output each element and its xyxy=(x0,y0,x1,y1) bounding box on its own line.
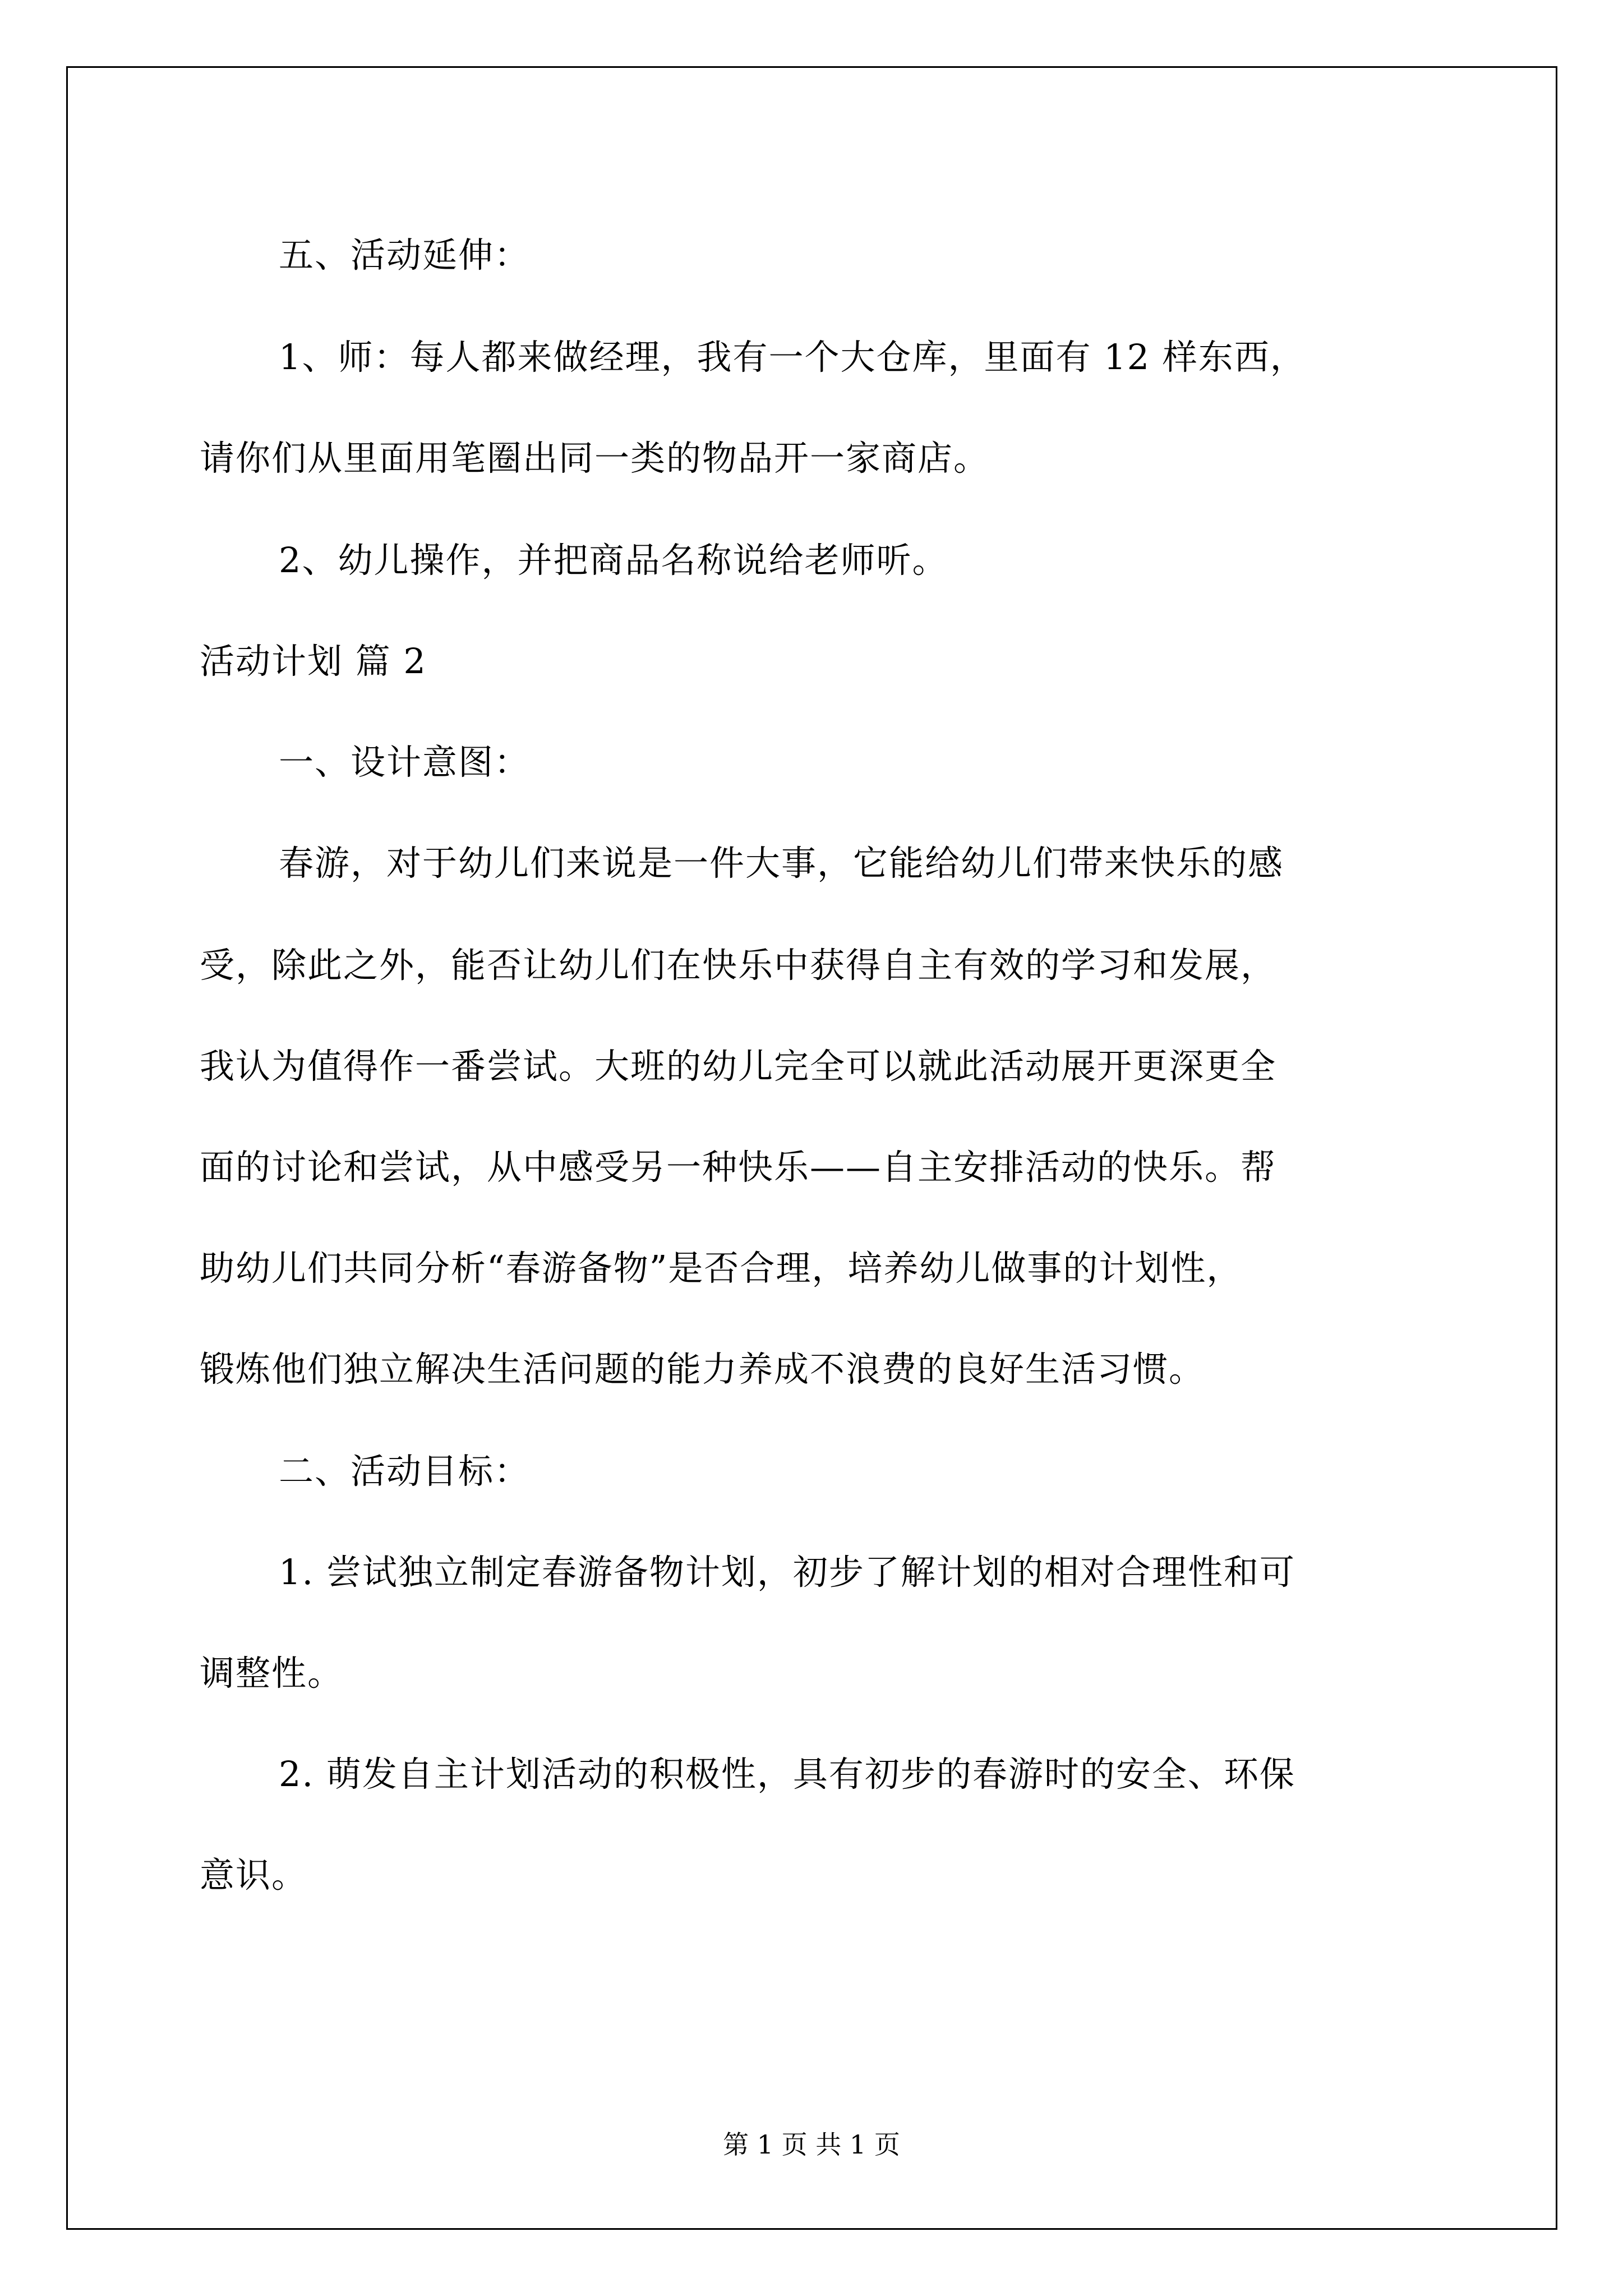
paragraph-line: 我认为值得作一番尝试。大班的幼儿完全可以就此活动展开更深更全 xyxy=(200,1046,1277,1087)
paragraph-line: 面的讨论和尝试，从中感受另一种快乐——自主安排活动的快乐。帮 xyxy=(200,1147,1277,1188)
section-heading-extension: 五、活动延伸： xyxy=(279,234,531,275)
paragraph-line: 1、师：每人都来做经理，我有一个大仓库，里面有 12 样东西， xyxy=(279,337,1306,378)
paragraph-line: 受，除此之外，能否让幼儿们在快乐中获得自主有效的学习和发展， xyxy=(200,945,1277,986)
paragraph-line: 意识。 xyxy=(200,1855,308,1895)
page-footer: 第 1 页 共 1 页 xyxy=(723,2129,900,2160)
paragraph-line: 2、幼儿操作，并把商品名称说给老师听。 xyxy=(279,540,948,581)
section-heading-design-intent: 一、设计意图： xyxy=(279,742,531,783)
paragraph-line: 春游，对于幼儿们来说是一件大事，它能给幼儿们带来快乐的感 xyxy=(279,843,1284,884)
section-heading-goals: 二、活动目标： xyxy=(279,1451,531,1492)
paragraph-line: 调整性。 xyxy=(200,1653,344,1694)
paragraph-line: 锻炼他们独立解决生活问题的能力养成不浪费的良好生活习惯。 xyxy=(200,1349,1205,1389)
paragraph-line: 助幼儿们共同分析“春游备物”是否合理，培养幼儿做事的计划性， xyxy=(200,1248,1243,1289)
paragraph-line: 请你们从里面用笔圈出同一类的物品开一家商店。 xyxy=(200,438,990,478)
paragraph-line: 1. 尝试独立制定春游备物计划，初步了解计划的相对合理性和可 xyxy=(279,1552,1295,1593)
article-title: 活动计划 篇 2 xyxy=(200,641,427,682)
paragraph-line: 2. 萌发自主计划活动的积极性，具有初步的春游时的安全、环保 xyxy=(279,1754,1295,1795)
